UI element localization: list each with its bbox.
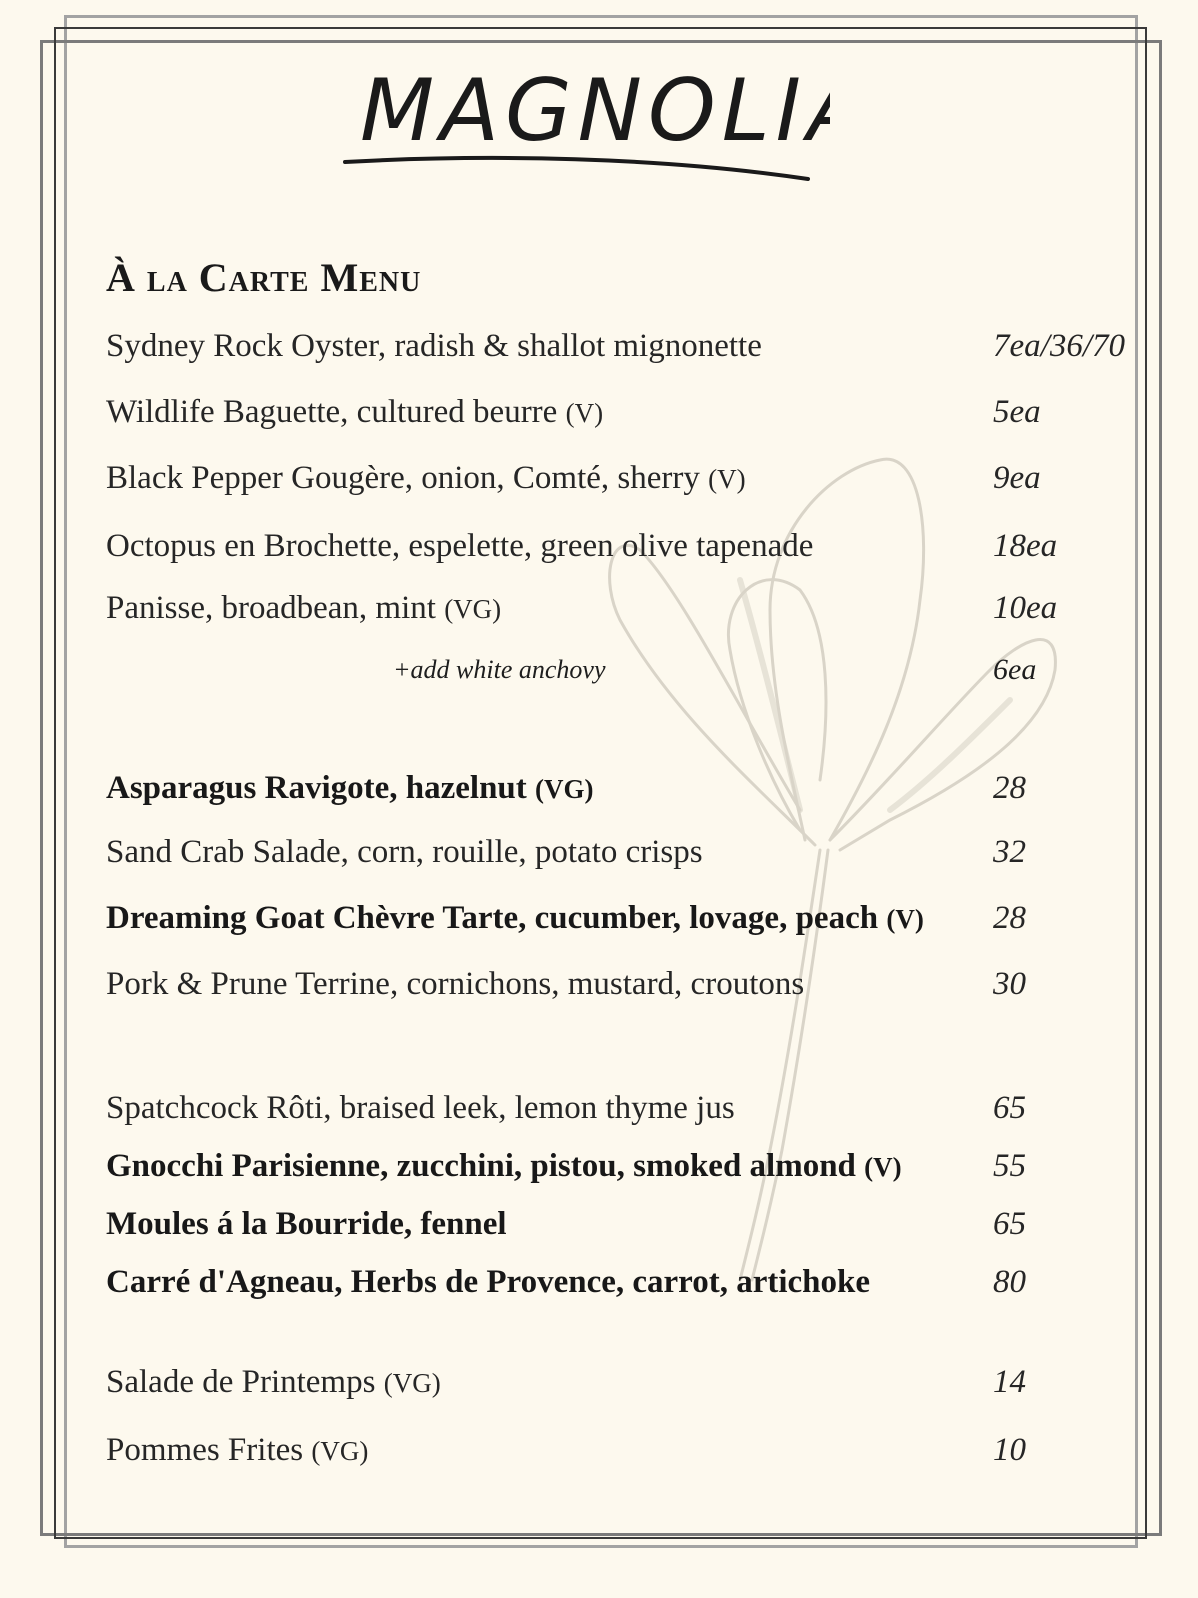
menu-item [106,896,1116,940]
menu-item [106,390,1116,434]
item-name: Pommes Frites [106,1432,304,1468]
item-price: 18ea [993,528,1058,564]
item-name: Salade de Printemps [106,1364,376,1400]
item-tag: (VG) [311,1436,369,1466]
item-name: Panisse, broadbean, mint [106,590,436,626]
item-price: 7ea/36/70 [993,328,1125,364]
addon-price: 6ea [993,653,1037,686]
item-name: Carré d'Agneau, Herbs de Provence, carrot, artichoke [106,1264,871,1300]
menu-item [106,1202,1116,1246]
item-tag: (V) [886,904,924,934]
menu-item [106,586,1116,630]
item-name: Moules á la Bourride, fennel [106,1206,507,1242]
item-name: Dreaming Goat Chèvre Tarte, cucumber, lovage, peach [106,900,879,936]
item-price: 14 [993,1364,1026,1400]
item-name: Gnocchi Parisienne, zucchini, pistou, smoked almond [106,1148,856,1184]
menu-item [106,1144,1116,1188]
menu-item [106,962,1116,1006]
page-title: À la Carte Menu [106,255,422,300]
menu-item [106,766,1116,810]
menu-item [106,1260,1116,1304]
item-price: 30 [993,966,1026,1002]
addon-name: +add white anchovy [393,655,606,684]
menu-item [106,456,1116,500]
item-price: 65 [993,1090,1026,1126]
item-name: Sand Crab Salade, corn, rouille, potato crisps [106,834,703,870]
item-price: 80 [993,1264,1026,1300]
item-name: Asparagus Ravigote, hazelnut [106,770,527,806]
item-price: 5ea [993,394,1041,430]
item-tag: (V) [864,1152,902,1182]
item-tag: (VG) [535,774,594,804]
item-price: 9ea [993,460,1041,496]
item-tag: (V) [708,464,746,494]
item-price: 10 [993,1432,1026,1468]
item-name: Wildlife Baguette, cultured beurre [106,394,558,430]
item-price: 10ea [993,590,1058,626]
item-price: 55 [993,1148,1026,1184]
brand-name: MAGNOLIA [360,61,830,161]
menu-item [106,1086,1116,1130]
menu-item [106,1428,1116,1472]
menu-item [106,324,1125,368]
item-price: 28 [993,770,1026,806]
brand-logo [340,50,830,200]
item-tag: (VG) [444,594,502,624]
menu-item [106,1360,1116,1404]
item-tag: (V) [565,398,604,428]
menu-addon [106,652,1116,688]
item-tag: (VG) [383,1368,441,1398]
item-price: 32 [993,834,1026,870]
item-name: Spatchcock Rôti, braised leek, lemon thyme jus [106,1090,735,1126]
item-price: 65 [993,1206,1026,1242]
item-price: 28 [993,900,1026,936]
item-name: Sydney Rock Oyster, radish & shallot mignonette [106,328,762,364]
menu-item [106,830,1116,874]
item-name: Pork & Prune Terrine, cornichons, mustard, croutons [106,966,805,1002]
menu-item [106,524,1116,568]
item-name: Octopus en Brochette, espelette, green olive tapenade [106,528,814,564]
item-name: Black Pepper Gougère, onion, Comté, sherry [106,460,700,496]
